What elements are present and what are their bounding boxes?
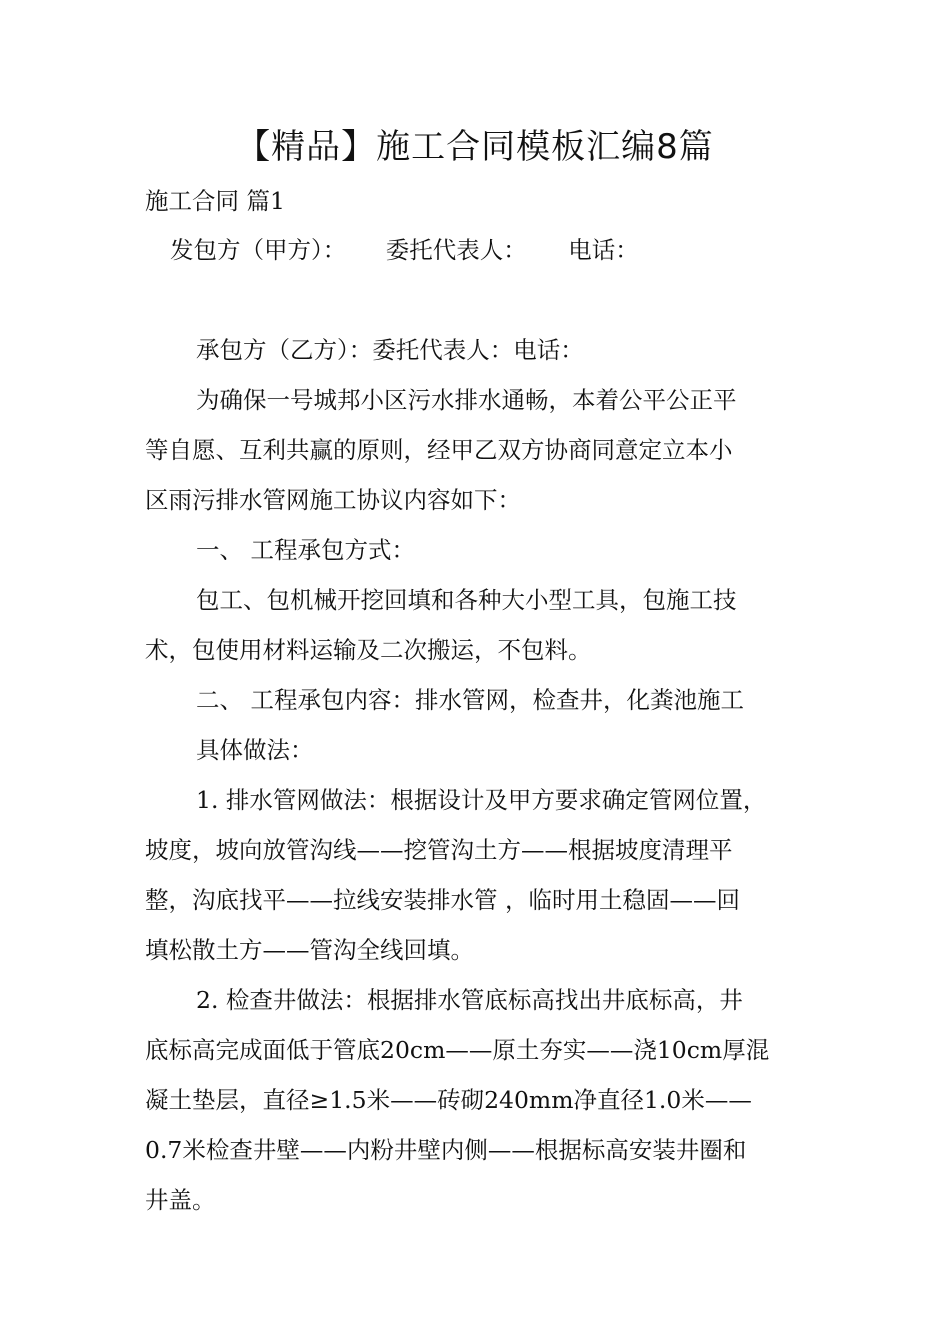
item2-heading: 二、 工程承包内容：排水管网，检查井，化粪池施工	[196, 686, 744, 714]
item2-method-label: 具体做法：	[196, 736, 314, 764]
paragraph-line: 为确保一号城邦小区污水排水通畅，本着公平公正平	[196, 386, 737, 414]
paragraph-line: 0.7米检查井壁——内粉井壁内侧——根据标高安装井圈和	[145, 1136, 747, 1164]
party-a-representative-label: 委托代表人：	[385, 236, 527, 264]
paragraph-line: 凝土垫层，直径≥1.5米——砖砌240mm净直径1.0米——	[145, 1086, 752, 1114]
paragraph-line: 1. 排水管网做法：根据设计及甲方要求确定管网位置，	[196, 786, 767, 814]
paragraph-line: 底标高完成面低于管底20cm——原土夯实——浇10cm厚混	[145, 1036, 770, 1064]
section-heading: 施工合同 篇1	[145, 187, 285, 215]
document-title: 【精品】施工合同模板汇编8篇	[236, 127, 714, 167]
paragraph-line: 井盖。	[145, 1186, 216, 1214]
party-b-line: 承包方（乙方）：委托代表人：电话：	[196, 336, 584, 364]
party-a-line	[170, 233, 639, 267]
paragraph-line: 等自愿、互利共赢的原则，经甲乙双方协商同意定立本小	[145, 436, 733, 464]
paragraph-line: 坡度，坡向放管沟线——挖管沟土方——根据坡度清理平	[145, 836, 733, 864]
paragraph-line: 术，包使用材料运输及二次搬运，不包料。	[145, 636, 592, 664]
party-a-phone-label: 电话：	[568, 236, 639, 264]
paragraph-line: 整，沟底找平——拉线安装排水管 ，临时用土稳固——回	[145, 886, 740, 914]
paragraph-line: 2. 检查井做法：根据排水管底标高找出井底标高，井	[196, 986, 743, 1014]
item1-heading: 一、 工程承包方式：	[196, 536, 415, 564]
paragraph-line: 区雨污排水管网施工协议内容如下：	[145, 486, 521, 514]
paragraph-line: 填松散土方——管沟全线回填。	[145, 936, 474, 964]
party-a-label: 发包方（甲方）：	[170, 236, 347, 264]
paragraph-line: 包工、包机械开挖回填和各种大小型工具，包施工技	[196, 586, 737, 614]
